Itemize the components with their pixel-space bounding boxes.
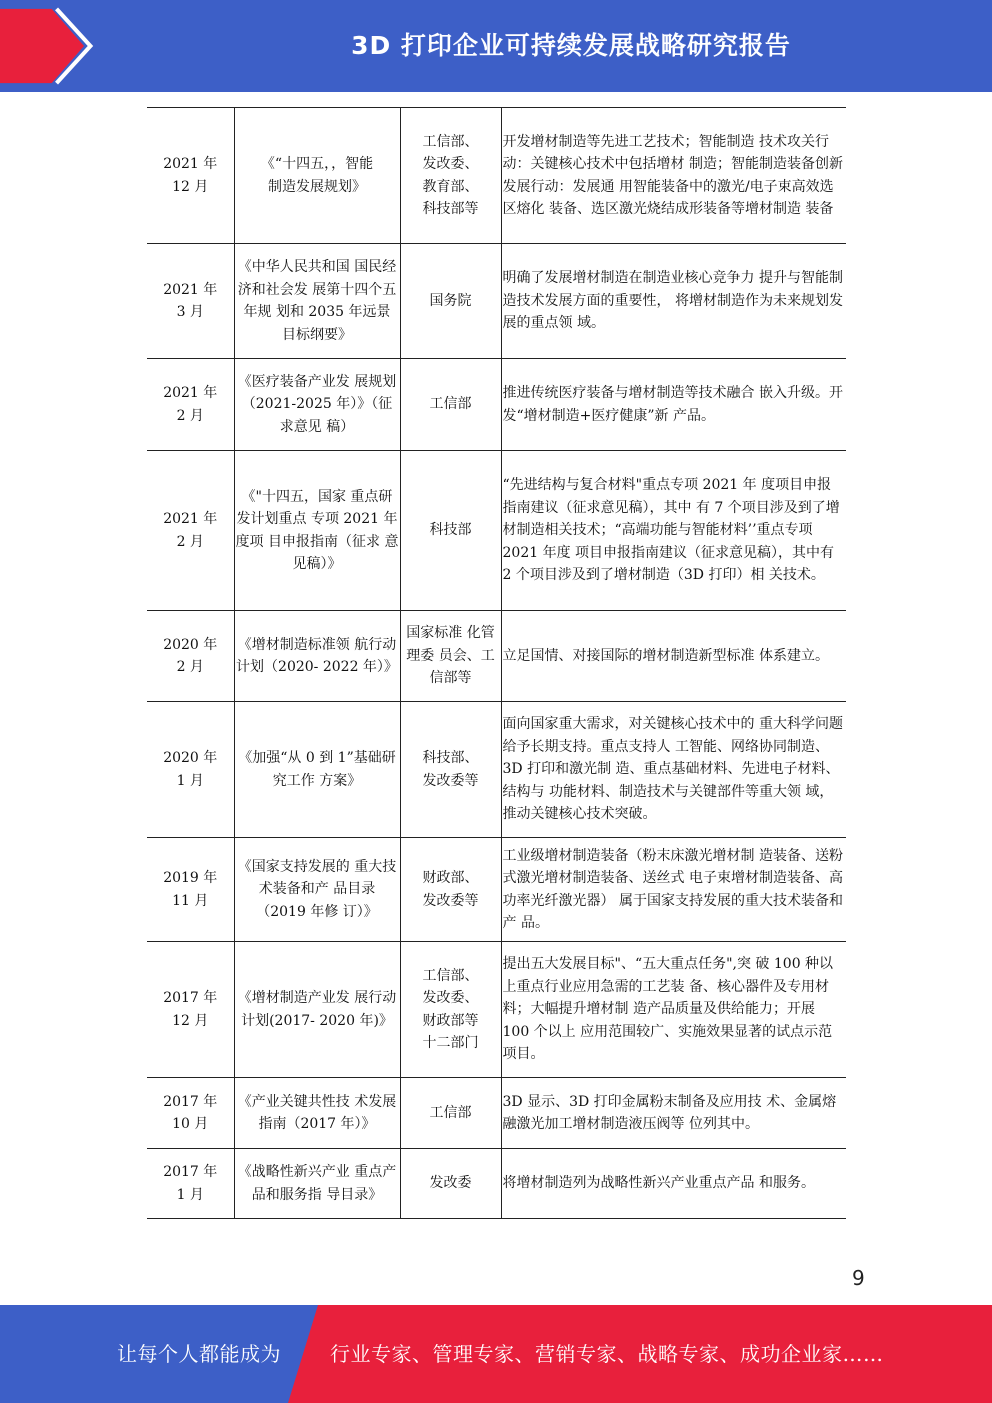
table-row bbox=[147, 942, 846, 1078]
issuing-department: 财政部、 发改委等 bbox=[400, 838, 501, 942]
issuing-department: 工信部 bbox=[400, 359, 501, 451]
issuing-department: 工信部 bbox=[400, 1078, 501, 1149]
table-row bbox=[147, 108, 846, 244]
footer-slogan-left: 让每个人都能成为 bbox=[117, 1342, 281, 1366]
table-row bbox=[147, 611, 846, 702]
policy-name: 《中华人民共和国 国民经济和社会发 展第十四个五年规 划和 2035 年远景 目标纲要》 bbox=[234, 244, 400, 359]
issuing-department: 国家标准 化管理委 员会、工 信部等 bbox=[400, 611, 501, 702]
table-row bbox=[147, 451, 846, 611]
issuing-department: 科技部 bbox=[400, 451, 501, 611]
policy-date: 2019 年 11 月 bbox=[147, 838, 234, 942]
footer-slogan-right: 行业专家、管理专家、营销专家、战略专家、成功企业家…… bbox=[330, 1342, 884, 1366]
policy-date: 2021 年 3 月 bbox=[147, 244, 234, 359]
policy-description: 将增材制造列为战略性新兴产业重点产品 和服务。 bbox=[501, 1149, 846, 1219]
policy-date: 2017 年 12 月 bbox=[147, 942, 234, 1078]
policy-name: 《加强“从 0 到 1”基础研究工作 方案》 bbox=[234, 702, 400, 838]
header-red-arrow bbox=[0, 0, 105, 92]
policy-table bbox=[147, 107, 846, 1219]
policy-description: 提出五大发展目标"、“五大重点任务",突 破 100 种以上重点行业应用急需的工艺装 备、核心器件及专用材料；大幅提升增材制 造产品质量及供给能力；开展 100 个以上 应用范围较广、实施效果显著的试点示范 项目。 bbox=[501, 942, 846, 1078]
table-row bbox=[147, 838, 846, 942]
policy-name: 《产业关键共性技 术发展指南（2017 年）》 bbox=[234, 1078, 400, 1149]
table-row bbox=[147, 244, 846, 359]
page-header bbox=[0, 0, 992, 92]
policy-description: 明确了发展增材制造在制造业核心竞争力 提升与智能制造技术发展方面的重要性， 将增材制造作为未来规划发展的重点领 域。 bbox=[501, 244, 846, 359]
policy-date: 2021 年 2 月 bbox=[147, 451, 234, 611]
page-footer bbox=[0, 1305, 992, 1403]
table-row bbox=[147, 702, 846, 838]
issuing-department: 工信部、 发改委、 财政部等 十二部门 bbox=[400, 942, 501, 1078]
policy-name: 《战略性新兴产业 重点产品和服务指 导目录》 bbox=[234, 1149, 400, 1219]
policy-name: 《医疗装备产业发 展规划（2021-2025 年）》（征求意见 稿） bbox=[234, 359, 400, 451]
policy-date: 2017 年 1 月 bbox=[147, 1149, 234, 1219]
policy-description: 工业级增材制造装备（粉末床激光增材制 造装备、送粉式激光增材制造装备、送丝式 电子束增材制造装备、高功率光纤激光器） 属于国家支持发展的重大技术装备和产 品。 bbox=[501, 838, 846, 942]
policy-date: 2020 年 1 月 bbox=[147, 702, 234, 838]
policy-date: 2020 年 2 月 bbox=[147, 611, 234, 702]
policy-name: 《增材制造产业发 展行动计划(2017- 2020 年)》 bbox=[234, 942, 400, 1078]
table-row bbox=[147, 359, 846, 451]
page-number: 9 bbox=[852, 1266, 865, 1290]
issuing-department: 科技部、 发改委等 bbox=[400, 702, 501, 838]
table-row bbox=[147, 1149, 846, 1219]
policy-description: 立足国情、对接国际的增材制造新型标准 体系建立。 bbox=[501, 611, 846, 702]
policy-description: 3D 显示、3D 打印金属粉末制备及应用技 术、金属熔融激光加工增材制造液压阀等 位列其中。 bbox=[501, 1078, 846, 1149]
policy-name: 《"十四五，国家 重点研发计划重点 专项 2021 年度项 目申报指南（征求 意见稿）》 bbox=[234, 451, 400, 611]
policy-date: 2021 年 2 月 bbox=[147, 359, 234, 451]
policy-name: 《“十四五，，智能 制造发展规划》 bbox=[234, 108, 400, 244]
issuing-department: 工信部、 发改委、 教育部、 科技部等 bbox=[400, 108, 501, 244]
policy-date: 2021 年 12 月 bbox=[147, 108, 234, 244]
policy-description: 开发增材制造等先进工艺技术；智能制造 技术攻关行动：关键核心技术中包括增材 制造；智能制造装备创新发展行动：发展通 用智能装备中的激光/电子束高效选区熔化 装备、选区激光烧结成形装备等增材制造 装备 bbox=[501, 108, 846, 244]
policy-description: 面向国家重大需求，对关键核心技术中的 重大科学问题给予长期支持。重点支持人 工智能、网络协同制造、3D 打印和激光制 造、重点基础材料、先进电子材料、结构与 功能材料、制造技术与关键部件等重大领 域，推动关键核心技术突破。 bbox=[501, 702, 846, 838]
issuing-department: 发改委 bbox=[400, 1149, 501, 1219]
policy-description: 推进传统医疗装备与增材制造等技术融合 嵌入升级。开发“增材制造+医疗健康”新 产品。 bbox=[501, 359, 846, 451]
table-row bbox=[147, 1078, 846, 1149]
policy-description: “先进结构与复合材料"重点专项 2021 年 度项目申报指南建议（征求意见稿），其中 有 7 个项目涉及到了增材制造相关技术；“高端功能与智能材料’’重点专项 2021 年度 项目申报指南建议（征求意见稿），其中有 2 个项目涉及到了增材制造（3D 打印）相 关技术。 bbox=[501, 451, 846, 611]
issuing-department: 国务院 bbox=[400, 244, 501, 359]
policy-date: 2017 年 10 月 bbox=[147, 1078, 234, 1149]
policy-name: 《增材制造标准领 航行动计划（2020- 2022 年）》 bbox=[234, 611, 400, 702]
report-title: 3D 打印企业可持续发展战略研究报告 bbox=[351, 31, 791, 60]
policy-name: 《国家支持发展的 重大技术装备和产 品目录（2019 年修 订）》 bbox=[234, 838, 400, 942]
